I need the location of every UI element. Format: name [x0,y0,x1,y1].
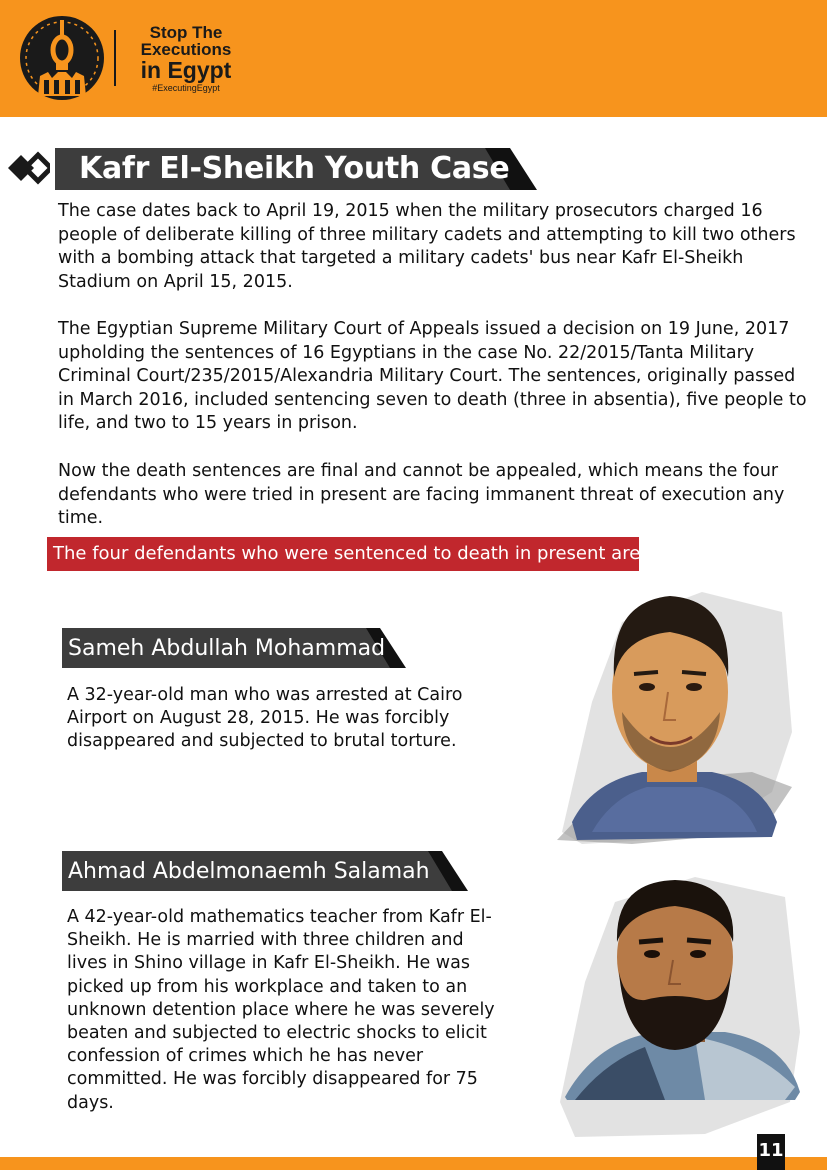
defendant-name-bar [62,851,468,891]
logo-divider [114,30,116,86]
defendant-bio: A 42-year-old mathematics teacher from Kafr El-Sheikh. He is married with three children and lives in Shino village in Kafr El-Sheikh. He was picked up from his workplace and taken to an unknown detention place where he was severely beaten and subjected to electric shocks to elicit confession of crimes which he has never committed. He was forcibly disappeared for 75 days. [67,907,495,1113]
section-title-bar [55,148,537,190]
paragraph-case-origin: The case dates back to April 19, 2015 when the military prosecutors charged 16 people of deliberate killing of three military cadets and attempting to kill two others with a bombing attack that targeted a military cadets' bus near Kafr El-Sheikh Stadium on April 15, 2015. [58,201,796,292]
portrait-illustration [555,872,805,1142]
paragraph-final-sentences: Now the death sentences are final and cannot be appealed, which means the four defendants who were tried in present are facing immanent threat of execution any time. [58,461,785,528]
logo-line-2: Executions [140,40,232,59]
defendant-bio: A 32-year-old man who was arrested at Cairo Airport on August 28, 2015. He was forcibly disappeared and subjected to brutal torture. [67,685,463,752]
defendants-banner: The four defendants who were sentenced to death in present are: [47,537,639,571]
double-diamond-icon [8,151,50,185]
footer-bar [0,1157,827,1170]
logo-line-3: in Egypt [140,57,232,83]
defendant-name-bar [62,628,406,668]
defendant-name: Sameh Abdullah Mohammad [68,636,386,661]
noose-logo-icon [18,14,106,102]
section-title: Kafr El-Sheikh Youth Case [79,151,510,186]
paragraph-court-decision: The Egyptian Supreme Military Court of Appeals issued a decision on 19 June, 2017 upholding the sentences of 16 Egyptians in the case No. 22/2015/Tanta Military Criminal Court/235/2015/Alexandria Military Court. The sentences, originally passed in March 2016, included sentencing seven to death (three in absentia), five people to life, and two to 15 years in prison. [58,319,807,433]
portrait-illustration [552,582,797,850]
page-number: 11 [757,1134,785,1170]
logo-hashtag: #ExecutingEgypt [152,83,220,93]
logo-line-1: Stop The [149,23,223,42]
defendant-name: Ahmad Abdelmonaemh Salamah [68,859,430,884]
logo-wordmark [126,24,246,94]
header-bar [0,0,827,117]
